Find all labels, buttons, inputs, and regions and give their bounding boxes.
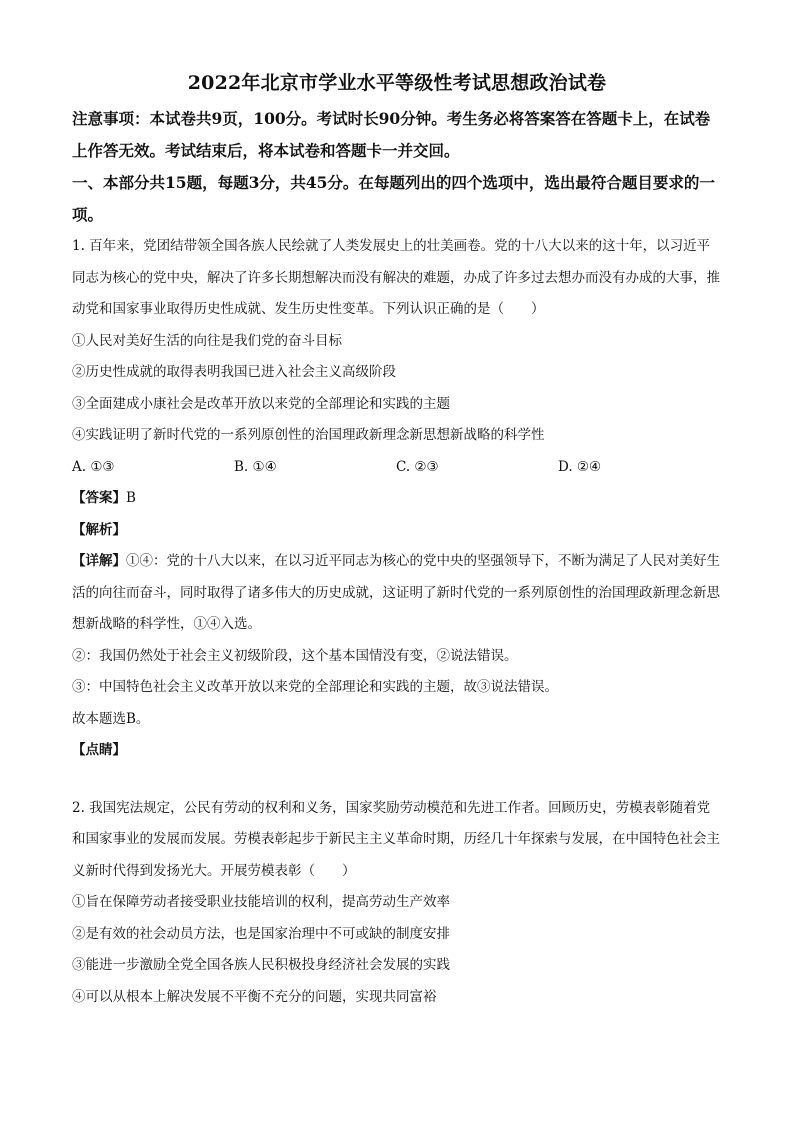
question-2	[72, 793, 722, 1014]
analysis-label: 【解析】	[72, 521, 126, 538]
answer-value: B	[126, 490, 136, 506]
choice-b: B. ①④	[234, 458, 277, 475]
choice-a: A. ①③	[72, 458, 115, 475]
question-1-option-4: ④实践证明了新时代党的一系列原创性的治国理政新理念新思想新战略的科学性	[72, 427, 545, 443]
question-1-stem: 1. 百年来，党团结带领全国各族人民绘就了人类发展史上的壮美画卷。党的十八大以来的这十年，以习近平同志为核心的党中央，解决了许多长期想解决而没有解决的难题，办成了许多过去想办而没有办成的大事，推动党和国家事业取得历史性成就、发生历史性变革。下列认识正确的是（ ）	[72, 238, 720, 317]
question-1-option-3: ③全面建成小康社会是改革开放以来党的全部理论和实践的主题	[72, 395, 450, 412]
section-one-heading: 一、本部分共15题，每题3分，共45分。在每题列出的四个选项中，选出最符合题目要求的一项。	[72, 173, 715, 224]
explanation-2: ②：我国仍然处于社会主义初级阶段，这个基本国情没有变，②说法错误。	[72, 647, 518, 664]
question-2-option-2: ②是有效的社会动员方法，也是国家治理中不可或缺的制度安排	[72, 925, 450, 942]
answer-label: 【答案】	[72, 490, 126, 506]
question-1-option-2: ②历史性成就的取得表明我国已进入社会主义高级阶段	[72, 364, 396, 380]
question-2-option-3: ③能进一步激励全党全国各族人民积极投身经济社会发展的实践	[72, 957, 450, 973]
question-1-choices	[72, 452, 722, 484]
detail-text: ①④：党的十八大以来，在以习近平同志为核心的党中央的坚强领导下，不断为满足了人民对美好生活的向往而奋斗，同时取得了诸多伟大的历史成就，这证明了新时代党的一系列原创性的治国理政新理念新思想新战略的科学性，①④入选。	[72, 553, 720, 632]
comment-label: 【点睛】	[72, 742, 126, 758]
choice-d: D. ②④	[558, 458, 602, 475]
exam-notice: 注意事项：本试卷共9页，100分。考试时长90分钟。考生务必将答案答在答题卡上，在试卷上作答无效。考试结束后，将本试卷和答题卡一并交回。	[72, 109, 711, 160]
question-2-option-1: ①旨在保障劳动者接受职业技能培训的权利，提高劳动生产效率	[72, 894, 450, 910]
question-1	[72, 231, 722, 767]
question-2-option-4: ④可以从根本上解决发展不平衡不充分的问题，实现共同富裕	[72, 988, 437, 1005]
detail-paragraph	[72, 546, 722, 641]
exam-page	[72, 68, 722, 1013]
conclusion: 故本题选B。	[72, 710, 150, 727]
detail-label: 【详解】	[72, 553, 126, 569]
page-title: 2022年北京市学业水平等级性考试思想政治试卷	[187, 72, 607, 94]
question-2-stem: 2. 我国宪法规定，公民有劳动的权利和义务，国家奖励劳动模范和先进工作者。回顾历史，劳模表彰随着党和国家事业的发展而发展。劳模表彰起步于新民主主义革命时期，历经几十年探索与发展，在中国特色社会主义新时代得到发扬光大。开展劳模表彰（ ）	[72, 799, 720, 879]
question-1-option-1: ①人民对美好生活的向往是我们党的奋斗目标	[72, 332, 342, 349]
choice-c: C. ②③	[396, 458, 439, 475]
question-spacer	[72, 767, 722, 793]
answer-line	[72, 483, 722, 515]
explanation-3: ③：中国特色社会主义改革开放以来党的全部理论和实践的主题，故③说法错误。	[72, 679, 558, 695]
